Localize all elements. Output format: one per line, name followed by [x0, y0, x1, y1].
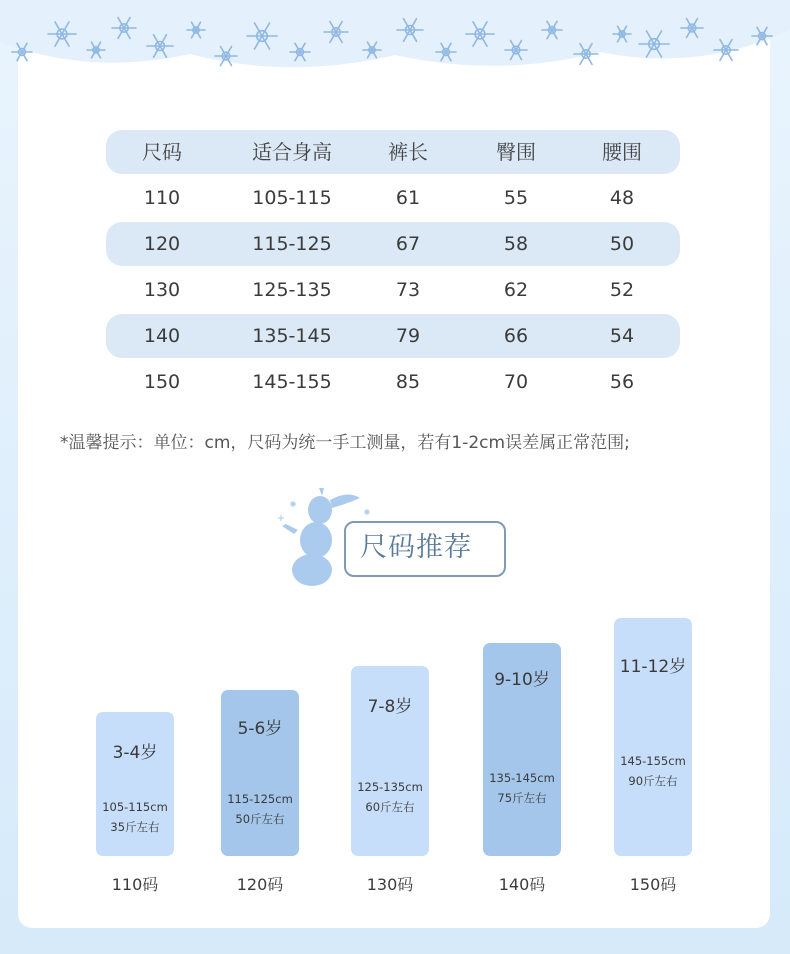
bar-weight: 90斤左右 — [628, 774, 678, 788]
bar-height-range: 125-135cm — [357, 780, 423, 794]
cell-height: 105-115 — [252, 187, 332, 209]
cell-size: 110 — [143, 187, 181, 209]
cell-hip: 70 — [503, 371, 529, 393]
size-label: 150码 — [629, 875, 677, 894]
cell-pants-length: 67 — [395, 233, 421, 255]
bar-age: 5-6岁 — [237, 719, 283, 739]
cell-height: 115-125 — [252, 233, 332, 255]
cell-size: 150 — [143, 371, 181, 393]
table-row — [106, 222, 680, 266]
cell-size: 130 — [143, 279, 181, 301]
size-bar-110 — [96, 712, 174, 856]
size-table — [106, 130, 680, 406]
cell-height: 145-155 — [252, 371, 332, 393]
cell-hip: 58 — [503, 233, 529, 255]
size-bar-150 — [614, 618, 692, 856]
header-waist: 腰围 — [602, 140, 642, 164]
size-bar-120 — [221, 690, 299, 856]
size-label: 120码 — [236, 875, 284, 894]
bar-age: 11-12岁 — [619, 657, 687, 677]
bar-height-range: 145-155cm — [620, 754, 686, 768]
header-height: 适合身高 — [252, 140, 332, 164]
size-label: 140码 — [498, 875, 546, 894]
cell-pants-length: 85 — [395, 371, 421, 393]
size-label: 130码 — [366, 875, 414, 894]
cell-waist: 50 — [609, 233, 635, 255]
bar-age: 7-8岁 — [367, 697, 413, 717]
recommend-title: 尺码推荐 — [360, 532, 472, 563]
cell-hip: 55 — [503, 187, 529, 209]
header-pants-length: 裤长 — [388, 140, 428, 164]
bar-age: 9-10岁 — [494, 670, 550, 690]
header-hip: 臀围 — [496, 140, 536, 164]
cell-pants-length: 73 — [395, 279, 421, 301]
bar-weight: 75斤左右 — [497, 791, 547, 805]
bar-height-range: 105-115cm — [102, 800, 168, 814]
bar-height-range: 135-145cm — [489, 771, 555, 785]
size-bar-140 — [483, 643, 561, 856]
bar-age: 3-4岁 — [112, 743, 158, 763]
cell-waist: 52 — [609, 279, 635, 301]
cell-height: 125-135 — [252, 279, 332, 301]
snowflake-border — [0, 0, 790, 90]
cell-hip: 66 — [503, 325, 529, 347]
cell-size: 140 — [143, 325, 181, 347]
measurement-tip: *温馨提示：单位：cm，尺码为统一手工测量，若有1-2cm误差属正常范围; — [60, 433, 630, 453]
cell-waist: 48 — [609, 187, 635, 209]
bar-height-range: 115-125cm — [227, 792, 293, 806]
cell-hip: 62 — [503, 279, 529, 301]
table-row — [106, 314, 680, 358]
bar-weight: 60斤左右 — [365, 800, 415, 814]
cell-waist: 56 — [609, 371, 635, 393]
cell-height: 135-145 — [252, 325, 332, 347]
cell-pants-length: 79 — [395, 325, 421, 347]
cell-size: 120 — [143, 233, 181, 255]
header-size: 尺码 — [142, 140, 182, 164]
table-header-row — [106, 130, 680, 174]
cell-waist: 54 — [609, 325, 635, 347]
cell-pants-length: 61 — [395, 187, 421, 209]
table-row — [106, 360, 680, 404]
bar-weight: 50斤左右 — [235, 812, 285, 826]
table-row — [106, 268, 680, 312]
size-bar-130 — [351, 666, 429, 856]
table-row — [106, 176, 680, 220]
size-label: 110码 — [111, 875, 159, 894]
bar-weight: 35斤左右 — [110, 820, 160, 834]
